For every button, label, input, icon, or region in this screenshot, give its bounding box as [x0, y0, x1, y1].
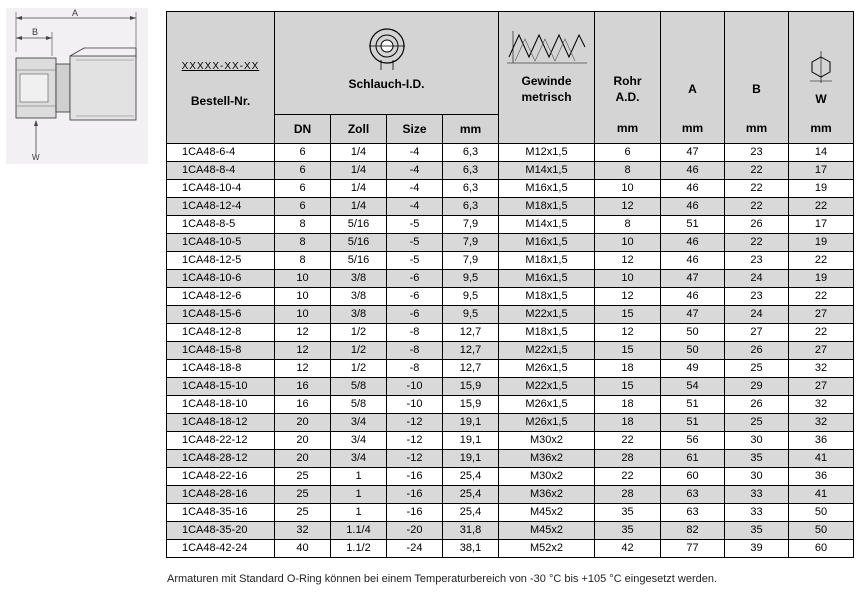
cell-dim-w: 32 [789, 414, 854, 432]
subheader-mm-w: mm [789, 115, 854, 144]
dimension-a-label: A [72, 8, 79, 18]
cell-size: -6 [387, 270, 443, 288]
cell-part-number: 1CA48-18-8 [167, 360, 275, 378]
cell-hose-mm: 25,4 [443, 468, 499, 486]
cell-dim-a: 47 [661, 306, 725, 324]
cell-dim-w: 50 [789, 522, 854, 540]
cell-size: -8 [387, 324, 443, 342]
cell-tube-mm: 22 [595, 432, 661, 450]
table-row [167, 144, 854, 162]
cell-zoll: 5/16 [331, 216, 387, 234]
subheader-mm-a: mm [661, 115, 725, 144]
cell-tube-mm: 22 [595, 468, 661, 486]
table-row [167, 486, 854, 504]
cell-dim-b: 33 [725, 504, 789, 522]
cell-size: -4 [387, 180, 443, 198]
cell-dn: 12 [275, 342, 331, 360]
cell-dim-b: 35 [725, 450, 789, 468]
cell-dn: 8 [275, 216, 331, 234]
spec-table-container [166, 11, 853, 561]
cell-dim-a: 60 [661, 468, 725, 486]
cell-tube-mm: 15 [595, 342, 661, 360]
cell-dim-w: 22 [789, 252, 854, 270]
cell-hose-mm: 25,4 [443, 504, 499, 522]
cell-dim-b: 23 [725, 288, 789, 306]
table-row [167, 270, 854, 288]
cell-thread: M22x1,5 [499, 378, 595, 396]
cell-tube-mm: 18 [595, 414, 661, 432]
cell-part-number: 1CA48-42-24 [167, 540, 275, 558]
cell-dim-w: 32 [789, 360, 854, 378]
cell-hose-mm: 19,1 [443, 432, 499, 450]
cell-dim-b: 29 [725, 378, 789, 396]
cell-dim-w: 22 [789, 288, 854, 306]
cell-size: -12 [387, 414, 443, 432]
cell-size: -12 [387, 432, 443, 450]
cell-hose-mm: 12,7 [443, 324, 499, 342]
cell-thread: M16x1,5 [499, 234, 595, 252]
subheader-thread [499, 115, 595, 144]
cell-hose-mm: 7,9 [443, 216, 499, 234]
cell-dn: 6 [275, 144, 331, 162]
cell-tube-mm: 35 [595, 522, 661, 540]
cell-hose-mm: 38,1 [443, 540, 499, 558]
cell-dim-a: 51 [661, 216, 725, 234]
cell-dn: 12 [275, 360, 331, 378]
cell-dim-w: 22 [789, 198, 854, 216]
table-row [167, 432, 854, 450]
cell-dim-w: 41 [789, 486, 854, 504]
subheader-mm-hose: mm [443, 115, 499, 144]
cell-size: -4 [387, 198, 443, 216]
cell-dim-b: 24 [725, 270, 789, 288]
header-tube [595, 12, 661, 115]
header-a [661, 12, 725, 115]
cell-size: -6 [387, 306, 443, 324]
cell-zoll: 1 [331, 486, 387, 504]
cell-dim-a: 82 [661, 522, 725, 540]
header-b [725, 12, 789, 115]
cell-thread: M22x1,5 [499, 306, 595, 324]
cell-hose-mm: 7,9 [443, 234, 499, 252]
cell-hose-mm: 6,3 [443, 144, 499, 162]
cell-zoll: 1/2 [331, 360, 387, 378]
cell-thread: M18x1,5 [499, 252, 595, 270]
cell-zoll: 5/16 [331, 252, 387, 270]
cell-size: -16 [387, 504, 443, 522]
cell-thread: M22x1,5 [499, 342, 595, 360]
cell-tube-mm: 12 [595, 252, 661, 270]
cell-thread: M12x1,5 [499, 144, 595, 162]
cell-dim-w: 17 [789, 162, 854, 180]
cell-dim-w: 19 [789, 234, 854, 252]
cell-dim-b: 23 [725, 252, 789, 270]
cell-thread: M45x2 [499, 504, 595, 522]
cell-tube-mm: 10 [595, 180, 661, 198]
cell-dn: 40 [275, 540, 331, 558]
cell-hose-mm: 19,1 [443, 414, 499, 432]
cell-zoll: 1 [331, 504, 387, 522]
table-row [167, 324, 854, 342]
cell-dn: 10 [275, 270, 331, 288]
cell-hose-mm: 9,5 [443, 270, 499, 288]
cell-dn: 20 [275, 432, 331, 450]
cell-dim-a: 46 [661, 252, 725, 270]
cell-dim-b: 26 [725, 342, 789, 360]
cell-thread: M14x1,5 [499, 162, 595, 180]
table-row [167, 198, 854, 216]
cell-part-number: 1CA48-35-20 [167, 522, 275, 540]
table-row [167, 216, 854, 234]
cell-zoll: 1/4 [331, 144, 387, 162]
cell-part-number: 1CA48-12-5 [167, 252, 275, 270]
cell-size: -16 [387, 468, 443, 486]
cell-dim-w: 60 [789, 540, 854, 558]
cell-zoll: 1 [331, 468, 387, 486]
cell-size: -10 [387, 378, 443, 396]
cell-part-number: 1CA48-15-8 [167, 342, 275, 360]
cell-size: -16 [387, 486, 443, 504]
cell-dim-a: 51 [661, 414, 725, 432]
cell-dn: 16 [275, 378, 331, 396]
header-b-label: B [752, 81, 761, 96]
cell-zoll: 1/2 [331, 324, 387, 342]
cell-hose-mm: 6,3 [443, 198, 499, 216]
subheader-mm-tube: mm [595, 115, 661, 144]
cell-dim-b: 35 [725, 522, 789, 540]
cell-dim-a: 50 [661, 324, 725, 342]
header-part-label: Bestell-Nr. [190, 93, 251, 108]
cell-zoll: 3/4 [331, 450, 387, 468]
cell-part-number: 1CA48-8-5 [167, 216, 275, 234]
cell-dim-b: 26 [725, 396, 789, 414]
cell-thread: M26x1,5 [499, 396, 595, 414]
cell-tube-mm: 28 [595, 486, 661, 504]
cell-zoll: 5/16 [331, 234, 387, 252]
cell-part-number: 1CA48-10-5 [167, 234, 275, 252]
cell-tube-mm: 8 [595, 162, 661, 180]
cell-part-number: 1CA48-18-10 [167, 396, 275, 414]
cell-dim-b: 27 [725, 324, 789, 342]
cell-dim-a: 63 [661, 486, 725, 504]
cell-hose-mm: 6,3 [443, 162, 499, 180]
cell-dn: 8 [275, 252, 331, 270]
footnote: Armaturen mit Standard O-Ring können bei einem Temperaturbereich von -30 °C bis +105 °C eingesetzt werden. [167, 573, 718, 585]
cell-dn: 25 [275, 504, 331, 522]
cell-part-number: 1CA48-10-4 [167, 180, 275, 198]
cell-tube-mm: 15 [595, 378, 661, 396]
cell-zoll: 3/8 [331, 306, 387, 324]
cell-dim-a: 46 [661, 198, 725, 216]
thread-icon [505, 27, 589, 67]
cell-dim-a: 63 [661, 504, 725, 522]
header-part [167, 12, 275, 115]
cell-dim-a: 47 [661, 270, 725, 288]
cell-dn: 8 [275, 234, 331, 252]
cell-dim-w: 27 [789, 306, 854, 324]
cell-thread: M18x1,5 [499, 324, 595, 342]
cell-zoll: 1.1/4 [331, 522, 387, 540]
hose-section-icon [367, 26, 407, 70]
table-row [167, 360, 854, 378]
cell-part-number: 1CA48-28-16 [167, 486, 275, 504]
table-row [167, 342, 854, 360]
cell-dim-w: 36 [789, 468, 854, 486]
cell-dim-w: 36 [789, 432, 854, 450]
cell-dim-b: 39 [725, 540, 789, 558]
cell-thread: M18x1,5 [499, 288, 595, 306]
cell-dim-a: 51 [661, 396, 725, 414]
subheader-dn: DN [275, 115, 331, 144]
cell-dim-a: 46 [661, 180, 725, 198]
table-row [167, 162, 854, 180]
cell-dim-w: 19 [789, 180, 854, 198]
cell-dim-a: 61 [661, 450, 725, 468]
cell-dim-a: 47 [661, 144, 725, 162]
subheader-part [167, 115, 275, 144]
cell-size: -24 [387, 540, 443, 558]
cell-dim-w: 22 [789, 324, 854, 342]
cell-thread: M52x2 [499, 540, 595, 558]
cell-dim-a: 77 [661, 540, 725, 558]
cell-size: -8 [387, 342, 443, 360]
cell-dim-b: 24 [725, 306, 789, 324]
table-row [167, 306, 854, 324]
cell-hose-mm: 12,7 [443, 342, 499, 360]
cell-dim-a: 46 [661, 162, 725, 180]
cell-thread: M36x2 [499, 486, 595, 504]
cell-tube-mm: 18 [595, 360, 661, 378]
fitting-diagram-icon [6, 8, 148, 164]
cell-part-number: 1CA48-22-12 [167, 432, 275, 450]
cell-dim-w: 32 [789, 396, 854, 414]
cell-zoll: 3/8 [331, 270, 387, 288]
cell-dim-a: 46 [661, 234, 725, 252]
cell-thread: M14x1,5 [499, 216, 595, 234]
cell-zoll: 1/4 [331, 198, 387, 216]
cell-dim-w: 19 [789, 270, 854, 288]
cell-tube-mm: 18 [595, 396, 661, 414]
fitting-drawing [6, 8, 148, 164]
cell-hose-mm: 12,7 [443, 360, 499, 378]
cell-hose-mm: 31,8 [443, 522, 499, 540]
cell-part-number: 1CA48-8-4 [167, 162, 275, 180]
cell-dim-b: 22 [725, 180, 789, 198]
cell-zoll: 1/2 [331, 342, 387, 360]
cell-dim-b: 22 [725, 198, 789, 216]
cell-thread: M26x1,5 [499, 414, 595, 432]
cell-dn: 6 [275, 162, 331, 180]
cell-dim-a: 49 [661, 360, 725, 378]
cell-thread: M30x2 [499, 432, 595, 450]
cell-dn: 16 [275, 396, 331, 414]
cell-tube-mm: 28 [595, 450, 661, 468]
cell-tube-mm: 12 [595, 288, 661, 306]
cell-size: -20 [387, 522, 443, 540]
cell-part-number: 1CA48-15-10 [167, 378, 275, 396]
cell-hose-mm: 7,9 [443, 252, 499, 270]
header-hose-id-label: Schlauch-I.D. [348, 77, 425, 91]
header-hose-id [275, 12, 499, 115]
cell-dim-w: 27 [789, 378, 854, 396]
cell-part-number: 1CA48-12-6 [167, 288, 275, 306]
header-w [789, 12, 854, 115]
table-row [167, 540, 854, 558]
cell-part-number: 1CA48-22-16 [167, 468, 275, 486]
table-row [167, 468, 854, 486]
cell-dim-w: 17 [789, 216, 854, 234]
cell-hose-mm: 9,5 [443, 288, 499, 306]
cell-size: -6 [387, 288, 443, 306]
cell-tube-mm: 8 [595, 216, 661, 234]
part-code-pattern: XXXXX-XX-XX [181, 60, 260, 72]
cell-part-number: 1CA48-28-12 [167, 450, 275, 468]
header-a-label: A [688, 81, 697, 96]
cell-dn: 20 [275, 414, 331, 432]
table-row [167, 378, 854, 396]
cell-tube-mm: 10 [595, 270, 661, 288]
table-row [167, 504, 854, 522]
header-thread-label: Gewinde metrisch [521, 73, 572, 104]
cell-thread: M26x1,5 [499, 360, 595, 378]
cell-tube-mm: 6 [595, 144, 661, 162]
cell-tube-mm: 15 [595, 306, 661, 324]
cell-dim-b: 25 [725, 360, 789, 378]
cell-dim-b: 30 [725, 432, 789, 450]
cell-hose-mm: 15,9 [443, 396, 499, 414]
cell-zoll: 3/4 [331, 432, 387, 450]
cell-part-number: 1CA48-18-12 [167, 414, 275, 432]
cell-zoll: 1/4 [331, 162, 387, 180]
dimension-b-label: B [32, 27, 39, 37]
hex-icon [806, 51, 836, 85]
dimension-w-label: W [32, 153, 40, 162]
subheader-size: Size [387, 115, 443, 144]
cell-size: -5 [387, 216, 443, 234]
table-row [167, 522, 854, 540]
cell-part-number: 1CA48-12-4 [167, 198, 275, 216]
cell-part-number: 1CA48-12-8 [167, 324, 275, 342]
cell-zoll: 5/8 [331, 396, 387, 414]
cell-thread: M16x1,5 [499, 180, 595, 198]
subheader-zoll: Zoll [331, 115, 387, 144]
cell-dn: 20 [275, 450, 331, 468]
cell-hose-mm: 19,1 [443, 450, 499, 468]
cell-thread: M36x2 [499, 450, 595, 468]
table-row [167, 288, 854, 306]
cell-dim-a: 54 [661, 378, 725, 396]
cell-hose-mm: 25,4 [443, 486, 499, 504]
cell-dim-b: 30 [725, 468, 789, 486]
cell-dn: 12 [275, 324, 331, 342]
cell-dim-w: 27 [789, 342, 854, 360]
cell-part-number: 1CA48-10-6 [167, 270, 275, 288]
cell-dim-w: 14 [789, 144, 854, 162]
cell-dim-a: 50 [661, 342, 725, 360]
cell-zoll: 5/8 [331, 378, 387, 396]
cell-dim-w: 50 [789, 504, 854, 522]
table-row [167, 252, 854, 270]
cell-dn: 25 [275, 486, 331, 504]
subheader-mm-b: mm [725, 115, 789, 144]
cell-thread: M30x2 [499, 468, 595, 486]
cell-size: -12 [387, 450, 443, 468]
cell-dim-b: 22 [725, 162, 789, 180]
spec-table [166, 11, 854, 558]
cell-zoll: 3/8 [331, 288, 387, 306]
cell-zoll: 1.1/2 [331, 540, 387, 558]
cell-tube-mm: 10 [595, 234, 661, 252]
cell-size: -5 [387, 234, 443, 252]
cell-tube-mm: 35 [595, 504, 661, 522]
table-row [167, 396, 854, 414]
cell-thread: M45x2 [499, 522, 595, 540]
cell-dim-a: 46 [661, 288, 725, 306]
cell-zoll: 1/4 [331, 180, 387, 198]
cell-dn: 6 [275, 180, 331, 198]
header-thread [499, 12, 595, 115]
cell-thread: M18x1,5 [499, 198, 595, 216]
cell-hose-mm: 6,3 [443, 180, 499, 198]
cell-dn: 10 [275, 288, 331, 306]
cell-size: -10 [387, 396, 443, 414]
cell-hose-mm: 15,9 [443, 378, 499, 396]
cell-tube-mm: 12 [595, 198, 661, 216]
cell-part-number: 1CA48-6-4 [167, 144, 275, 162]
header-tube-label: Rohr A.D. [613, 73, 642, 104]
cell-dn: 6 [275, 198, 331, 216]
cell-size: -4 [387, 144, 443, 162]
cell-tube-mm: 42 [595, 540, 661, 558]
table-row [167, 234, 854, 252]
cell-dn: 10 [275, 306, 331, 324]
cell-dim-b: 33 [725, 486, 789, 504]
cell-dim-b: 22 [725, 234, 789, 252]
cell-dim-a: 56 [661, 432, 725, 450]
header-w-label: W [815, 91, 827, 106]
cell-dim-b: 26 [725, 216, 789, 234]
cell-dn: 25 [275, 468, 331, 486]
table-row [167, 180, 854, 198]
cell-size: -5 [387, 252, 443, 270]
cell-tube-mm: 12 [595, 324, 661, 342]
cell-part-number: 1CA48-15-6 [167, 306, 275, 324]
cell-thread: M16x1,5 [499, 270, 595, 288]
cell-dn: 32 [275, 522, 331, 540]
spec-table-body [167, 144, 854, 558]
cell-hose-mm: 9,5 [443, 306, 499, 324]
cell-dim-w: 41 [789, 450, 854, 468]
cell-dim-b: 25 [725, 414, 789, 432]
table-row [167, 414, 854, 432]
table-row [167, 450, 854, 468]
cell-size: -8 [387, 360, 443, 378]
cell-part-number: 1CA48-35-16 [167, 504, 275, 522]
cell-size: -4 [387, 162, 443, 180]
cell-zoll: 3/4 [331, 414, 387, 432]
cell-dim-b: 23 [725, 144, 789, 162]
